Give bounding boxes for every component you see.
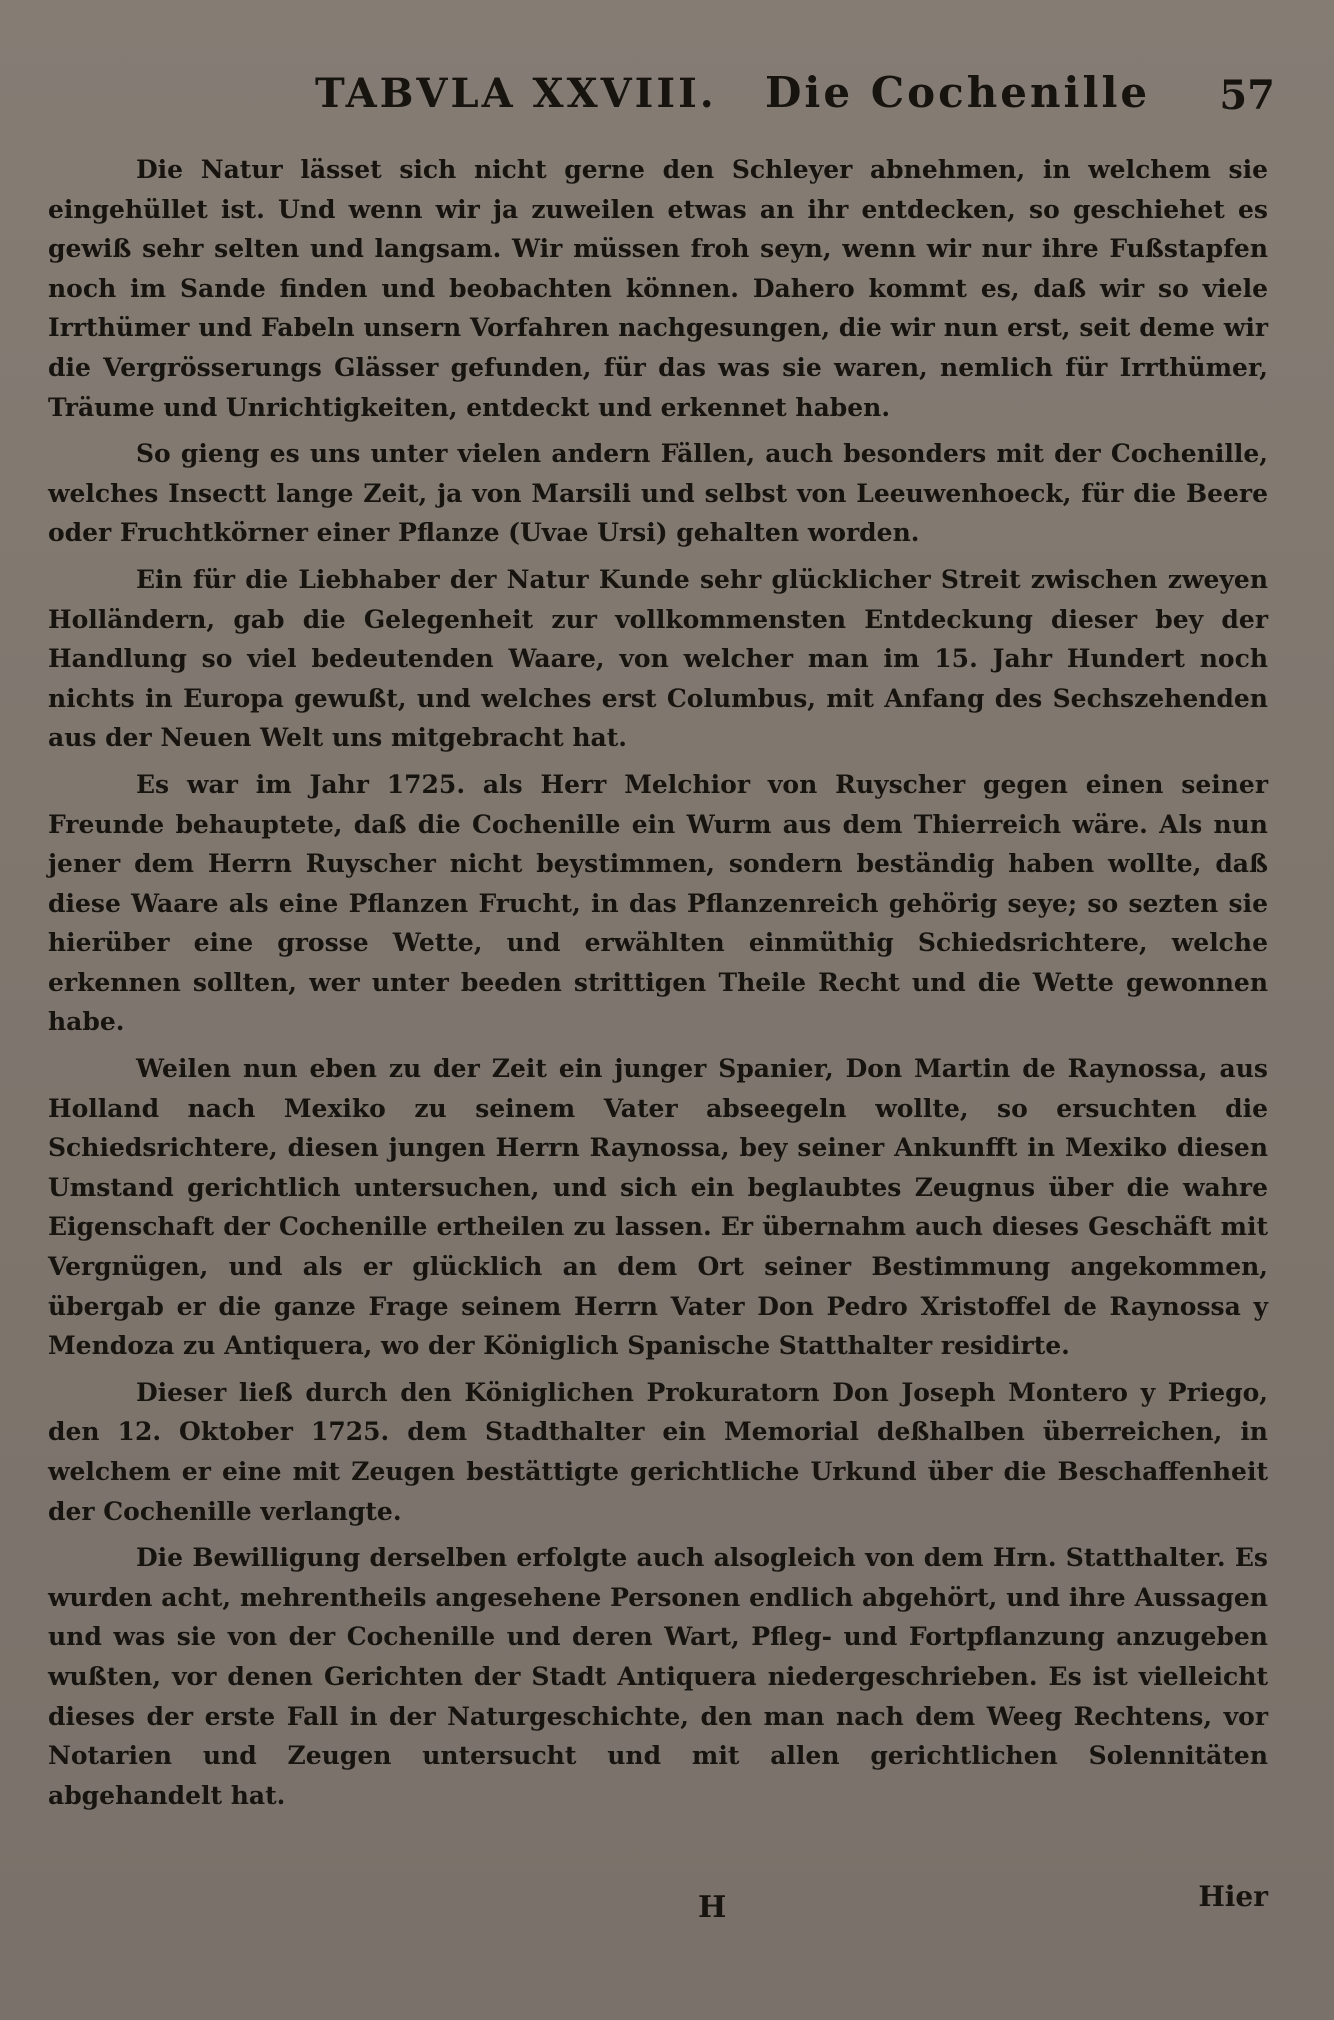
page-number: 57 (1219, 72, 1275, 119)
body-text (48, 150, 1268, 1815)
paragraph: Weilen nun eben zu der Zeit ein junger Spanier, Don Martin de Raynossa, aus Holland nach Mexiko zu seinem Vater abseegeln wollte, so ersuchten die Schiedsrichtere, diesen jungen Herrn Raynossa, bey seiner Ankunfft in Mexiko diesen Umstand gerichtlich untersuchen, und sich ein beglaubtes Zeugnus über die wahre Eigenschaft der Cochenille ertheilen zu lassen. Er übernahm auch dieses Geschäft mit Vergnügen, und als er glücklich an dem Ort seiner Bestimmung angekommen, übergab er die ganze Frage seinem Herrn Vater Don Pedro Xristoffel de Raynossa y Mendoza zu Antiquera, wo der Königlich Spanische Statthalter residirte. (48, 1054, 1268, 1361)
paragraph: Die Bewilligung derselben erfolgte auch alsogleich von dem Hrn. Statthalter. Es wurden acht, mehrentheils angesehene Personen endlich abgehört, und ihre Aussagen und was sie von der Cochenille und deren Wart, Pfleg- und Fortpflanzung anzugeben wußten, vor denen Gerichten der Stadt Antiquera niedergeschrieben. Es ist vielleicht dieses der erste Fall in der Naturgeschichte, den man nach dem Weeg Rechtens, vor Notarien und Zeugen untersucht und mit allen gerichtlichen Solennitäten abgehandelt hat. (48, 1543, 1268, 1810)
paragraph: Ein für die Liebhaber der Natur Kunde sehr glücklicher Streit zwischen zweyen Holländern, gab die Gelegenheit zur vollkommensten Entdeckung dieser bey der Handlung so viel bedeutenden Waare, von welcher man im 15. Jahr Hundert noch nichts in Europa gewußt, und welches erst Columbus, mit Anfang des Sechszehenden aus der Neuen Welt uns mitgebracht hat. (48, 564, 1268, 753)
signature-mark: H (698, 1890, 727, 1925)
paragraph: Die Natur lässet sich nicht gerne den Schleyer abnehmen, in welchem sie eingehüllet ist. Und wenn wir ja zuweilen etwas an ihr entdecken, so geschiehet es gewiß sehr selten und langsam. Wir müssen froh seyn, wenn wir nur ihre Fußstapfen noch im Sande finden und beobachten können. Dahero kommt es, daß wir so viele Irrthümer und Fabeln unsern Vorfahren nachgesungen, die wir nun erst, seit deme wir die Vergrösserungs Glässer gefunden, für das was sie waren, nemlich für Irrthümer, Träume und Unrichtigkeiten, entdeckt und erkennet haben. (48, 155, 1268, 422)
plate-number: TABVLA XXVIII. (315, 70, 717, 117)
paragraph: Es war im Jahr 1725. als Herr Melchior von Ruyscher gegen einen seiner Freunde behauptete, daß die Cochenille ein Wurm aus dem Thierreich wäre. Als nun jener dem Herrn Ruyscher nicht beystimmen, sondern beständig haben wollte, daß diese Waare als eine Pflanzen Frucht, in das Pflanzenreich gehörig seye; so sezten sie hierüber eine grosse Wette, und erwählten einmüthig Schiedsrichtere, welche erkennen sollten, wer unter beeden strittigen Theile Recht und die Wette gewonnen habe. (48, 769, 1268, 1037)
page-title: Die Cochenille (765, 68, 1151, 117)
paragraph: Dieser ließ durch den Königlichen Prokuratorn Don Joseph Montero y Priego, den 12. Oktober 1725. dem Stadthalter ein Memorial deßhalben überreichen, in welchem er eine mit Zeugen bestättigte gerichtliche Urkund über die Beschaffenheit der Cochenille verlangte. (48, 1377, 1268, 1526)
paragraph: So gieng es uns unter vielen andern Fällen, auch besonders mit der Cochenille, welches Insectt lange Zeit, ja von Marsili und selbst von Leeuwenhoeck, für die Beere oder Fruchtkörner einer Pflanze (Uvae Ursi) gehalten worden. (48, 439, 1268, 548)
running-header (315, 70, 1275, 140)
page-footer (48, 1880, 1268, 1930)
catchword: Hier (1198, 1880, 1268, 1913)
